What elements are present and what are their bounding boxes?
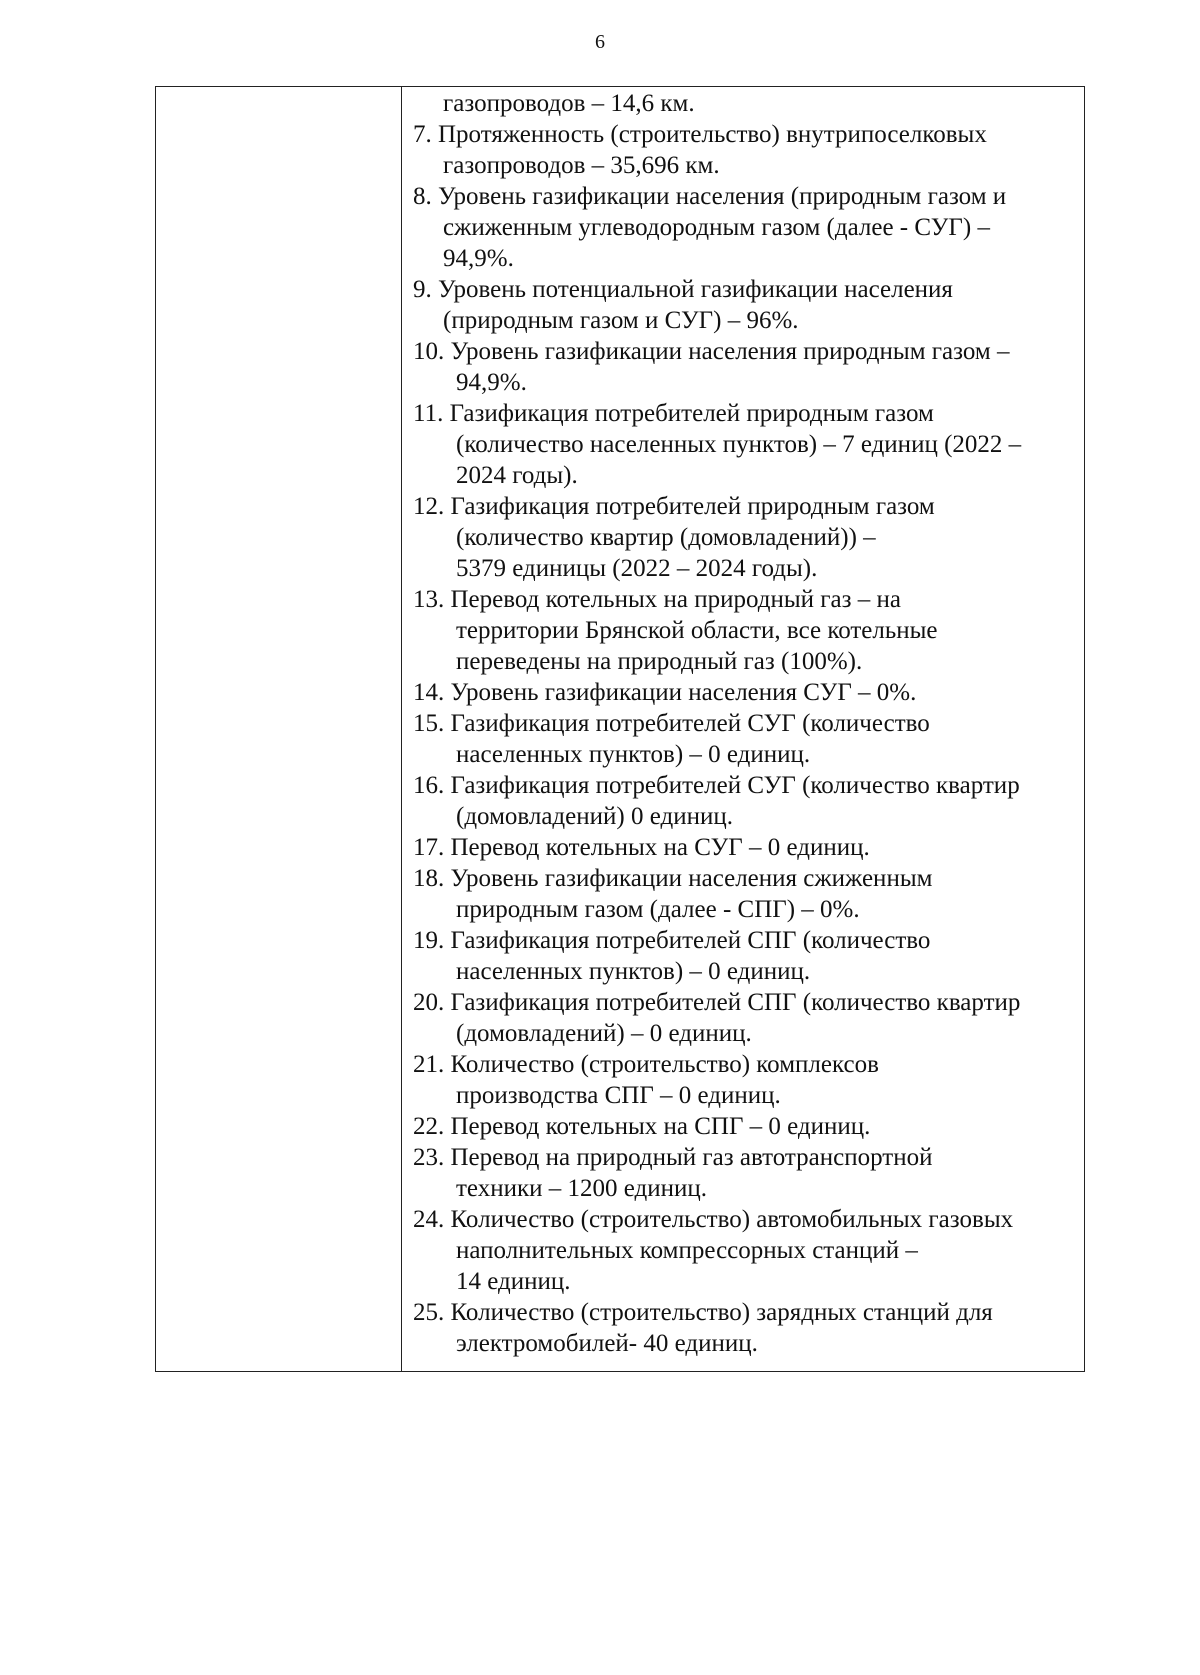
list-item	[413, 863, 1076, 925]
list-item-line: населенных пунктов) – 0 единиц.	[456, 741, 811, 768]
list-item	[413, 925, 1076, 987]
list-item	[413, 1204, 1076, 1297]
list-item	[413, 491, 1076, 584]
list-item-line: 20. Газификация потребителей СПГ (количество квартир	[413, 989, 1021, 1016]
indicator-table	[155, 86, 1085, 1372]
list-item	[413, 274, 1076, 336]
list-item-line: территории Брянской области, все котельные	[456, 617, 938, 644]
list-item-line: (домовладений) – 0 единиц.	[456, 1020, 752, 1047]
list-item-line: 94,9%.	[456, 369, 527, 396]
list-item-line: 22. Перевод котельных на СПГ – 0 единиц.	[413, 1113, 871, 1140]
list-item-line: газопроводов – 14,6 км.	[443, 90, 695, 117]
list-item-line: 24. Количество (строительство) автомобильных газовых	[413, 1206, 1014, 1233]
list-item	[413, 832, 1076, 863]
list-item-line: 8. Уровень газификации населения (природным газом и	[413, 183, 1007, 210]
list-item-line: 15. Газификация потребителей СУГ (количество	[413, 710, 930, 737]
list-item-line: 13. Перевод котельных на природный газ – на	[413, 586, 901, 613]
list-item-line: 17. Перевод котельных на СУГ – 0 единиц.	[413, 834, 870, 861]
list-item	[413, 336, 1076, 398]
list-item-line: 5379 единицы (2022 – 2024 годы).	[456, 555, 818, 582]
list-item-line: 25. Количество (строительство) зарядных станций для	[413, 1299, 993, 1326]
list-item-line: 16. Газификация потребителей СУГ (количество квартир	[413, 772, 1020, 799]
list-item	[413, 770, 1076, 832]
list-item-line: производства СПГ – 0 единиц.	[456, 1082, 781, 1109]
list-item-line: 7. Протяженность (строительство) внутрипоселковых	[413, 121, 987, 148]
list-item-line: 10. Уровень газификации населения природным газом –	[413, 338, 1010, 365]
list-item-line: 94,9%.	[443, 245, 514, 272]
indicator-list	[413, 88, 1076, 1359]
list-item	[413, 398, 1076, 491]
list-item	[413, 119, 1076, 181]
list-item	[413, 987, 1076, 1049]
list-item-line: 11. Газификация потребителей природным газом	[413, 400, 934, 427]
column-divider	[401, 87, 402, 1371]
list-item-line: природным газом (далее - СПГ) – 0%.	[456, 896, 860, 923]
list-item	[413, 1297, 1076, 1359]
list-item-line: 19. Газификация потребителей СПГ (количество	[413, 927, 931, 954]
list-item-line: 9. Уровень потенциальной газификации населения	[413, 276, 953, 303]
list-item	[413, 181, 1076, 274]
list-item-line: 14. Уровень газификации населения СУГ – 0%.	[413, 679, 917, 706]
list-item	[413, 1111, 1076, 1142]
list-item-line: переведены на природный газ (100%).	[456, 648, 863, 675]
list-item	[413, 1049, 1076, 1111]
list-item-line: 23. Перевод на природный газ автотранспортной	[413, 1144, 933, 1171]
list-item-line: 18. Уровень газификации населения сжиженным	[413, 865, 933, 892]
list-item-line: сжиженным углеводородным газом (далее - СУГ) –	[443, 214, 990, 241]
list-item-line: населенных пунктов) – 0 единиц.	[456, 958, 811, 985]
list-item	[413, 584, 1076, 677]
list-item	[413, 708, 1076, 770]
list-item	[413, 88, 1076, 119]
list-item-line: (количество населенных пунктов) – 7 единиц (2022 –	[456, 431, 1022, 458]
list-item	[413, 677, 1076, 708]
list-item-line: 21. Количество (строительство) комплексов	[413, 1051, 879, 1078]
list-item-line: 2024 годы).	[456, 462, 578, 489]
list-item-line: техники – 1200 единиц.	[456, 1175, 707, 1202]
list-item-line: 12. Газификация потребителей природным газом	[413, 493, 935, 520]
list-item-line: электромобилей- 40 единиц.	[456, 1330, 758, 1357]
list-item-line: (природным газом и СУГ) – 96%.	[443, 307, 799, 334]
list-item-line: наполнительных компрессорных станций –	[456, 1237, 918, 1264]
list-item-line: (количество квартир (домовладений)) –	[456, 524, 876, 551]
page-number: 6	[595, 31, 605, 53]
list-item-line: (домовладений) 0 единиц.	[456, 803, 733, 830]
list-item	[413, 1142, 1076, 1204]
list-item-line: газопроводов – 35,696 км.	[443, 152, 720, 179]
list-item-line: 14 единиц.	[456, 1268, 571, 1295]
